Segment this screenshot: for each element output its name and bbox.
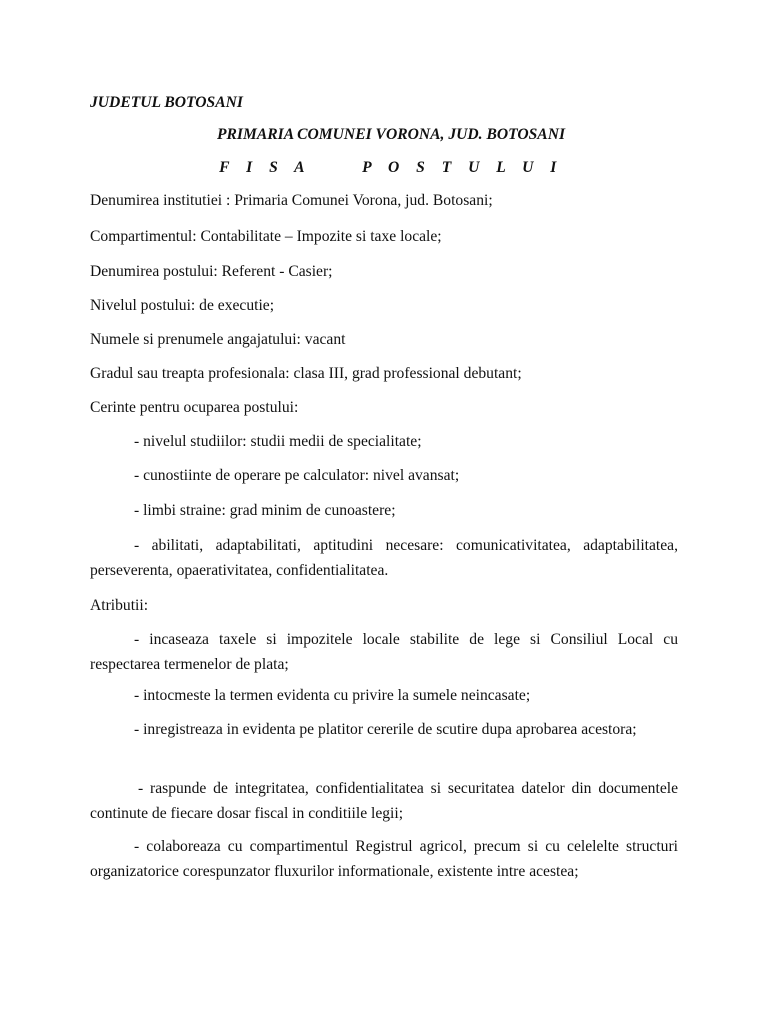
county-heading: JUDETUL BOTOSANI [90,94,243,111]
requirement-languages: - limbi straine: grad minim de cunoastere; [134,502,396,519]
requirement-skills: - abilitati, adaptabilitati, aptitudini necesare: comunicativitatea, adaptabilitatea, perseverenta, opaerativitatea, confidentialitatea. [90,537,678,579]
duty-item: - colaboreaza cu compartimentul Registrul agricol, precum si cu celelelte structuri organizatorice corespunzator fluxurilor informationale, existente intre acestea; [90,838,678,880]
duty-item: - raspunde de integritatea, confidentialitatea si securitatea datelor din documentele continute de fiecare dosar fiscal in conditiile legii; [90,780,678,822]
document-title: F I S A P O S T U L U I [219,159,563,176]
field-employee-name: Numele si prenumele angajatului: vacant [90,331,346,348]
field-position-name: Denumirea postului: Referent - Casier; [90,263,333,280]
field-position-level: Nivelul postului: de executie; [90,297,275,314]
duty-item: - incaseaza taxele si impozitele locale stabilite de lege si Consiliul Local cu respectarea termenelor de plata; [90,631,678,673]
institution-heading: PRIMARIA COMUNEI VORONA, JUD. BOTOSANI [216,126,566,143]
field-department: Compartimentul: Contabilitate – Impozite si taxe locale; [90,228,442,245]
field-institution-name: Denumirea institutiei : Primaria Comunei Vorona, jud. Botosani; [90,192,493,209]
requirements-label: Cerinte pentru ocuparea postului: [90,399,299,416]
duty-item: - inregistreaza in evidenta pe platitor cererile de scutire dupa aprobarea acestora; [134,721,637,738]
duties-label: Atributii: [90,597,149,614]
requirement-studies: - nivelul studiilor: studii medii de specialitate; [134,433,422,450]
field-professional-grade: Gradul sau treapta profesionala: clasa III, grad professional debutant; [90,365,522,382]
requirement-computer: - cunostiinte de operare pe calculator: nivel avansat; [134,467,460,484]
duty-item: - intocmeste la termen evidenta cu privire la sumele neincasate; [134,687,531,704]
